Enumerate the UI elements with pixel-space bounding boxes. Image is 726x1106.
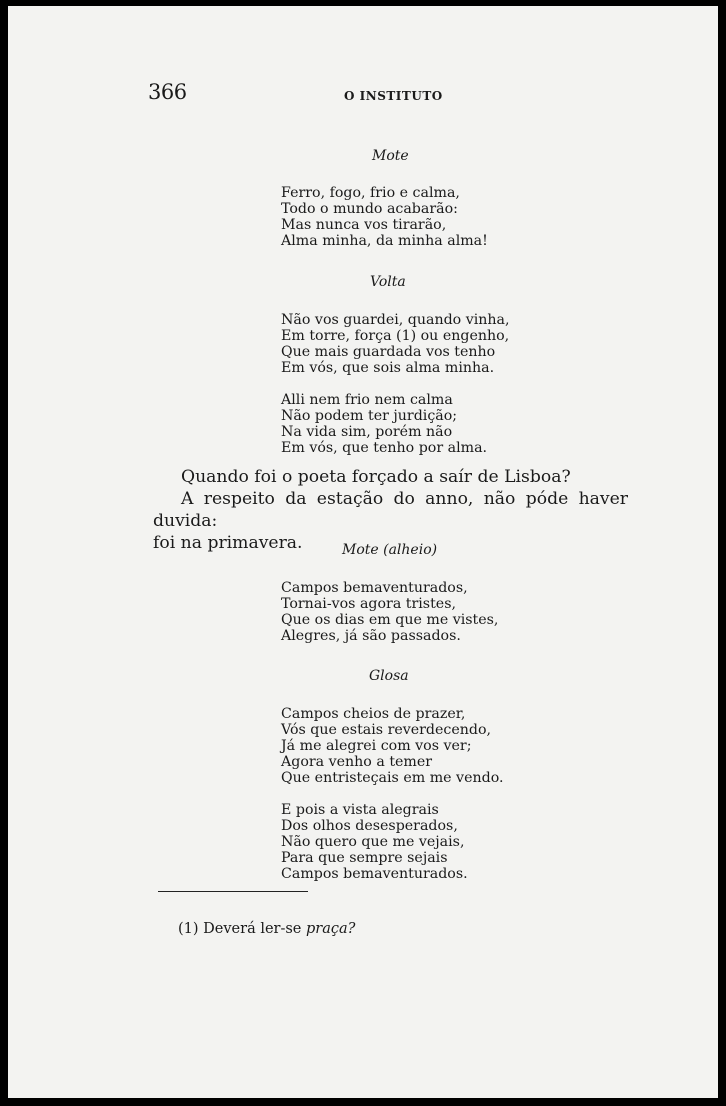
verse-line: Não podem ter jurdição;	[281, 408, 458, 424]
verse-line: Em torre, força (1) ou engenho,	[281, 328, 510, 344]
footnote	[178, 921, 355, 937]
verse-line: Campos cheios de prazer,	[281, 706, 466, 722]
verse-line: Campos bemaventurados.	[281, 866, 468, 882]
stanza-gap	[281, 786, 504, 802]
poem-mote	[281, 185, 488, 249]
footnote-marker: (1)	[178, 921, 199, 937]
verse-line: E pois a vista alegrais	[281, 802, 439, 818]
verse-line: Todo o mundo acabarão:	[281, 201, 458, 217]
verse-line: Que entristeçais em me vendo.	[281, 770, 504, 786]
prose-answer-line1: A respeito da estação do anno, não póde haver duvida:	[153, 489, 628, 531]
footnote-text: Deverá ler-se	[203, 921, 302, 937]
footnote-rule	[158, 891, 308, 892]
poem-mote-alheio	[281, 580, 498, 644]
poem-title-glosa: Glosa	[369, 668, 409, 684]
prose-answer-line2: foi na primavera.	[153, 533, 303, 553]
verse-line: Não quero que me vejais,	[281, 834, 465, 850]
verse-line: Alegres, já são passados.	[281, 628, 461, 644]
page	[8, 6, 718, 1098]
verse-line: Não vos guardei, quando vinha,	[281, 312, 510, 328]
verse-line: Dos olhos desesperados,	[281, 818, 458, 834]
poem-title-mote: Mote	[372, 148, 409, 164]
verse-line: Ferro, fogo, frio e calma,	[281, 185, 460, 201]
verse-line: Alma minha, da minha alma!	[281, 233, 488, 249]
poem-glosa	[281, 706, 504, 882]
verse-line: Para que sempre sejais	[281, 850, 448, 866]
poem-title-volta: Volta	[370, 274, 406, 290]
verse-line: Mas nunca vos tirarão,	[281, 217, 447, 233]
prose-question: Quando foi o poeta forçado a saír de Lisboa?	[181, 467, 571, 487]
poem-volta	[281, 312, 510, 456]
verse-line: Que mais guardada vos tenho	[281, 344, 496, 360]
prose-paragraph	[153, 466, 628, 554]
verse-line: Na vida sim, porém não	[281, 424, 453, 440]
verse-line: Em vós, que sois alma minha.	[281, 360, 495, 376]
verse-line: Tornai-vos agora tristes,	[281, 596, 456, 612]
verse-line: Já me alegrei com vos ver;	[281, 738, 472, 754]
verse-line: Alli nem frio nem calma	[281, 392, 453, 408]
verse-line: Agora venho a temer	[281, 754, 433, 770]
poem-title-mote-alheio: Mote (alheio)	[342, 542, 438, 558]
verse-line: Em vós, que tenho por alma.	[281, 440, 488, 456]
running-title: O INSTITUTO	[344, 89, 443, 103]
verse-line: Campos bemaventurados,	[281, 580, 468, 596]
stanza-gap	[281, 376, 510, 392]
verse-line: Que os dias em que me vistes,	[281, 612, 499, 628]
footnote-term: praça?	[306, 921, 356, 937]
page-number: 366	[148, 80, 187, 104]
verse-line: Vós que estais reverdecendo,	[281, 722, 492, 738]
